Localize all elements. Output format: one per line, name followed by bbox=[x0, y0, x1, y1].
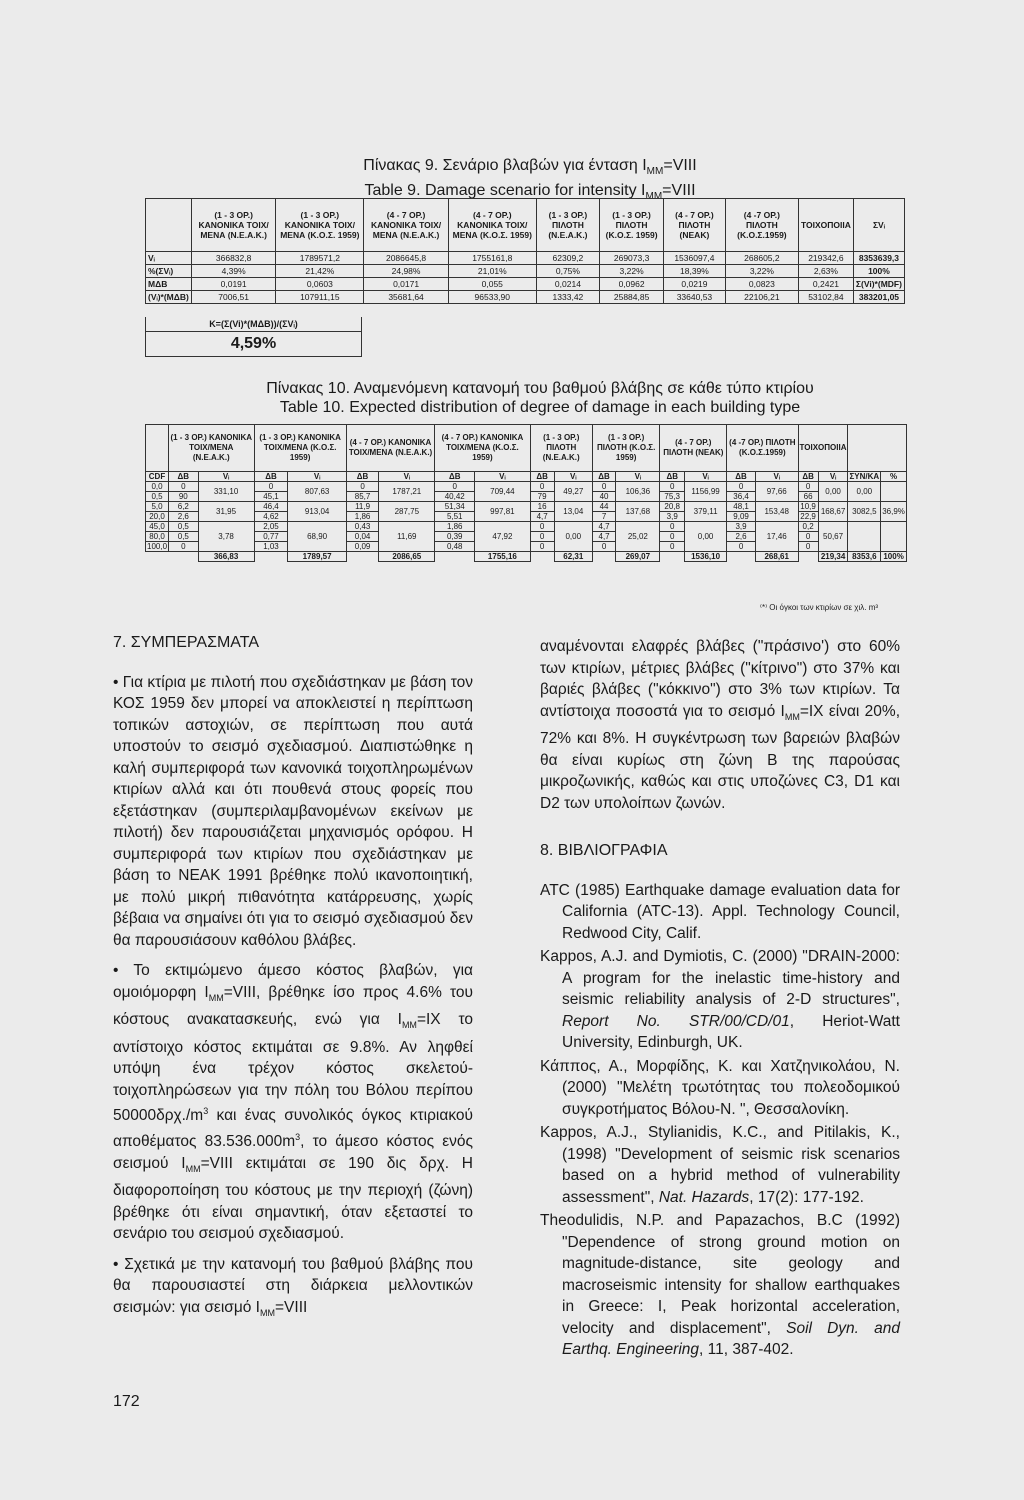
table-cell: 1333,42 bbox=[536, 291, 599, 304]
db-cell: 0,5 bbox=[169, 532, 199, 542]
reference-item: Kappos, A.J., Stylianidis, K.C., and Pitilakis, K., (1998) "Development of seismic risk scenarios based on a hybrid method of vulnerability assessment", Nat. Hazards, 17(2): 177-192. bbox=[540, 1124, 900, 1206]
db-cell: 45,1 bbox=[254, 492, 288, 502]
v-header: Vᵢ bbox=[288, 472, 346, 482]
db-cell: 0 bbox=[798, 542, 818, 552]
column-header: (4 - 7 ΟΡ.) ΠΙΛΟΤΗ (ΝΕΑΚ) bbox=[660, 425, 727, 472]
db-cell: 10,9 bbox=[798, 502, 818, 512]
v-cell: 3,78 bbox=[198, 522, 254, 552]
table-cell: 1755161,8 bbox=[448, 252, 536, 265]
db-cell: 66 bbox=[798, 492, 818, 502]
table10-caption bbox=[170, 379, 910, 417]
db-cell: 0,43 bbox=[346, 522, 379, 532]
v-header: Vᵢ bbox=[616, 472, 660, 482]
db-cell: 0,09 bbox=[346, 542, 379, 552]
db-cell: 3,9 bbox=[660, 512, 685, 522]
table-cell: 366832,8 bbox=[191, 252, 276, 265]
v-cell: 25,02 bbox=[616, 522, 660, 552]
v-header: Vᵢ bbox=[684, 472, 726, 482]
db-cell: 51,34 bbox=[435, 502, 475, 512]
v-header: Vᵢ bbox=[475, 472, 530, 482]
table-cell: 268605,2 bbox=[725, 252, 798, 265]
db-cell: 44 bbox=[592, 502, 615, 512]
bullet-2: • Το εκτιμώμενο άμεσο κόστος βλαβών, για ομοιόμορφη $I_{MM}=VIII$, βρέθηκε ίσο προς 4.6% του κόστους ανακατασκευής, ενώ για $I_{MM}=IX$ το αντίστοιχο κόστος εκτιμάται σε 9.8%. Αν ληφθεί υπόψη ένα τρέχον κόστος σκελετού-τοιχοπληρώσεων για την πόλη του Βόλου περίπου $50000\delta\rho\chi./m^3$ και ένας συνολικός όγκος κτιριακού αποθέματος $83.536.000m^3$, το άμεσο κόστος ενός σεισμού $I_{MM}=VIII$ εκτιμάται σε 190 δις δρχ. Η διαφοροποίηση του κόστους με την περιοχή (ζώνη) βρέθηκε ότι είναι σημαντική, όταν εξεταστεί το σενάριο του σεισμού σχεδιασμού. bbox=[113, 962, 473, 1243]
table-cell: 21,42% bbox=[276, 265, 364, 278]
v-cell: 153,48 bbox=[755, 502, 798, 522]
v-cell: 709,44 bbox=[475, 482, 530, 502]
cdf-cell: 5,0 bbox=[146, 502, 169, 512]
table10-total-row bbox=[146, 552, 907, 562]
db-cell: 0,04 bbox=[346, 532, 379, 542]
row-label: Vᵢ bbox=[146, 252, 192, 265]
blank-cell bbox=[169, 552, 199, 562]
db-cell: 46,4 bbox=[254, 502, 288, 512]
v-cell: 0,00 bbox=[554, 522, 592, 552]
table-cell: 0,0823 bbox=[725, 278, 798, 291]
table-cell: 0,0962 bbox=[600, 278, 664, 291]
db-header: ΔΒ bbox=[169, 472, 199, 482]
table-cell: 24,98% bbox=[364, 265, 449, 278]
column-header: ΣVᵢ bbox=[853, 199, 904, 252]
corner-cell bbox=[848, 425, 907, 472]
pct-header: % bbox=[881, 472, 907, 482]
v-cell: 379,11 bbox=[684, 502, 726, 522]
bullet-1: • Για κτίρια με πιλοτή που σχεδιάστηκαν με βάση τον ΚΟΣ 1959 δεν μπορεί να αποκλειστεί η περίπτωση τοπικών αστοχιών, σε περίπτωση που αυτά υποστούν το σεισμό σχεδιασμού. Διαπιστώθηκε η καλή συμπεριφορά των κανονικά τοιχοπληρωμένων κτιρίων αλλά και ότι πουθενά στους φορείς που εξετάστηκαν (συμπεριλαμβανομένων εκείνων με πιλοτή) δεν παρουσιάζεται μηχανισμός ορόφου. Η συμπεριφορά των κτιρίων που σχεδιάστηκαν με βάση το ΝΕΑΚ 1991 βρέθηκε πολύ ικανοποιητική, με πολύ μικρή πιθανότητα κατάρρευσης, χωρίς βέβαια να σημαίνει ότι για το σεισμό σχεδιασμού δεν θα παρουσιάσουν καθόλου βλάβες. bbox=[113, 673, 473, 949]
k-value: 4,59% bbox=[146, 331, 361, 356]
blank-cell bbox=[435, 552, 475, 562]
cdf-cell: 80,0 bbox=[146, 532, 169, 542]
cdf-cell: 45,0 bbox=[146, 522, 169, 532]
v-cell: 287,75 bbox=[379, 502, 435, 522]
db-cell: 2,05 bbox=[254, 522, 288, 532]
table-cell: 100% bbox=[853, 265, 904, 278]
pct-cell: 36,9% bbox=[881, 502, 907, 522]
v-cell: 0,00 bbox=[818, 482, 848, 502]
db-cell: 79 bbox=[530, 492, 554, 502]
total-cell: 2086,65 bbox=[379, 552, 435, 562]
v-cell: 331,10 bbox=[198, 482, 254, 502]
table-cell: 1789571,2 bbox=[276, 252, 364, 265]
table9 bbox=[145, 198, 905, 304]
db-cell: 1,86 bbox=[346, 512, 379, 522]
db-cell: 85,7 bbox=[346, 492, 379, 502]
db-cell: 4,7 bbox=[530, 512, 554, 522]
blank-cell bbox=[346, 552, 379, 562]
total-cell: 219,34 bbox=[818, 552, 848, 562]
db-cell: 0 bbox=[727, 542, 756, 552]
total-cell: 62,31 bbox=[554, 552, 592, 562]
db-cell: 0 bbox=[660, 532, 685, 542]
v-cell: 807,63 bbox=[288, 482, 346, 502]
v-cell: 0,00 bbox=[684, 522, 726, 552]
table9-row bbox=[146, 252, 905, 265]
column-header: (1 - 3 ΟΡ.) ΠΙΛΟΤΗ (Ν.Ε.Α.Κ.) bbox=[530, 425, 592, 472]
db-header: ΔΒ bbox=[435, 472, 475, 482]
table-cell: 2,63% bbox=[798, 265, 853, 278]
corner-cell bbox=[146, 425, 169, 472]
column-header: (4 - 7 ΟΡ.) ΠΙΛΟΤΗ (ΝΕΑΚ) bbox=[664, 199, 726, 252]
db-cell: 0 bbox=[592, 482, 615, 492]
db-cell: 20,8 bbox=[660, 502, 685, 512]
cdf-cell: 0,5 bbox=[146, 492, 169, 502]
table9-header-row bbox=[146, 199, 905, 252]
total-cell: 1789,57 bbox=[288, 552, 346, 562]
db-cell: 0 bbox=[530, 482, 554, 492]
blank-cell bbox=[146, 552, 169, 562]
db-cell: 0 bbox=[660, 482, 685, 492]
cdf-cell: 20,0 bbox=[146, 512, 169, 522]
bullet-3: • Σχετικά με την κατανομή του βαθμού βλάβης που θα παρουσιαστεί στη διάρκεια μελλοντικών σεισμών: για σεισμό $I_{MM}=VIII$ bbox=[113, 1255, 473, 1318]
table-cell: 0,0603 bbox=[276, 278, 364, 291]
table-cell: 0,0191 bbox=[191, 278, 276, 291]
db-cell: 0,77 bbox=[254, 532, 288, 542]
table-cell: 383201,05 bbox=[853, 291, 904, 304]
table-cell: 22106,21 bbox=[725, 291, 798, 304]
table10-title-en: Table 10. Expected distribution of degree of damage in each building type bbox=[279, 399, 801, 416]
blank-cell bbox=[530, 552, 554, 562]
v-cell: 17,46 bbox=[755, 522, 798, 552]
row-label: (Vᵢ)*(ΜΔΒ) bbox=[146, 291, 192, 304]
total-cell: 269,07 bbox=[616, 552, 660, 562]
table-cell: 53102,84 bbox=[798, 291, 853, 304]
v-cell: 11,69 bbox=[379, 522, 435, 552]
db-header: ΔΒ bbox=[727, 472, 756, 482]
grand-total: 8353,6 bbox=[848, 552, 881, 562]
right-column bbox=[540, 636, 900, 1363]
right-paragraph: αναμένονται ελαφρές βλάβες ("πράσινο') στο 60% των κτιρίων, μέτριες βλάβες ("κίτρινο") στο 37% και βαριές βλάβες ("κόκκινο") στο 3% των κτιρίων. Τα αντίστοιχα ποσοστά για το σεισμό $I_{MM}=IX$ είναι 20%, 72% και 8%. Η συγκέντρωση των βαρειών βλαβών θα είναι κυρίως στη ζώνη Β της παρούσας μικροζωνικής, καθώς και στις υποζώνες C3, D1 και D2 των υπολοίπων ζωνών. bbox=[540, 638, 900, 812]
column-header: ΤΟΙΧΟΠΟΙΙΑ bbox=[798, 425, 848, 472]
db-cell: 0 bbox=[592, 542, 615, 552]
blank-cell bbox=[798, 552, 818, 562]
db-cell: 2,6 bbox=[727, 532, 756, 542]
db-cell: 48,1 bbox=[727, 502, 756, 512]
v-header: Vᵢ bbox=[755, 472, 798, 482]
db-cell: 0,39 bbox=[435, 532, 475, 542]
table9-title-gr: Πίνακας 9. Σενάριο βλαβών για ένταση $I_{MM}=VIII$ bbox=[363, 157, 697, 178]
db-header: ΔΒ bbox=[798, 472, 818, 482]
db-cell: 40 bbox=[592, 492, 615, 502]
db-cell: 4,7 bbox=[592, 532, 615, 542]
table9-row bbox=[146, 291, 905, 304]
pct-cell bbox=[881, 482, 907, 502]
table-cell: 1536097,4 bbox=[664, 252, 726, 265]
table-cell: 96533,90 bbox=[448, 291, 536, 304]
table-cell: 3,22% bbox=[725, 265, 798, 278]
column-header: (4 - 7 ΟΡ.) ΚΑΝΟΝΙΚΑ ΤΟΙΧ/ΜΕΝΑ (Κ.Ο.Σ. 1959) bbox=[435, 425, 530, 472]
reference-item: Theodulidis, N.P. and Papazachos, B.C (1992) "Dependence of strong ground motion on magnitude-distance, site geology and macroseismic intensity for shallow earthquakes in Greece: I, Peak horizontal acceleration, velocity and displacement", Soil Dyn. and Earthq. Engineering, 11, 387-402. bbox=[540, 1212, 900, 1359]
row-label: ΜΔΒ bbox=[146, 278, 192, 291]
table10-footnote: ⁽*⁾ Οι όγκοι των κτιρίων σε χιλ. m³ bbox=[760, 603, 879, 612]
table-cell: 269073,3 bbox=[600, 252, 664, 265]
table-cell: 0,0171 bbox=[364, 278, 449, 291]
table10-row bbox=[146, 482, 907, 492]
db-cell: 0 bbox=[798, 532, 818, 542]
sum-cell: 0,00 bbox=[848, 482, 881, 502]
total-cell: 1755,16 bbox=[475, 552, 530, 562]
total-cell: 366,83 bbox=[198, 552, 254, 562]
db-cell: 0 bbox=[530, 522, 554, 532]
column-header: (4 -7 ΟΡ.) ΠΙΛΟΤΗ (Κ.Ο.Σ.1959) bbox=[727, 425, 798, 472]
column-header: (4 -7 ΟΡ.) ΠΙΛΟΤΗ (Κ.Ο.Σ.1959) bbox=[725, 199, 798, 252]
table10-subheader-row bbox=[146, 472, 907, 482]
table-cell: 62309,2 bbox=[536, 252, 599, 265]
db-cell: 0 bbox=[727, 482, 756, 492]
table-cell: 3,22% bbox=[600, 265, 664, 278]
table-cell: 0,0214 bbox=[536, 278, 599, 291]
v-cell: 137,68 bbox=[616, 502, 660, 522]
db-header: ΔΒ bbox=[530, 472, 554, 482]
pct-cell bbox=[881, 522, 907, 552]
db-cell: 0 bbox=[530, 542, 554, 552]
table-cell: 25884,85 bbox=[600, 291, 664, 304]
column-header: (1 - 3 ΟΡ.) ΚΑΝΟΝΙΚΑ ΤΟΙΧ/ΜΕΝΑ (Ν.Ε.Α.Κ.) bbox=[191, 199, 276, 252]
db-header: ΔΒ bbox=[660, 472, 685, 482]
column-header: (4 - 7 ΟΡ.) ΚΑΝΟΝΙΚΑ ΤΟΙΧ/ΜΕΝΑ (Κ.Ο.Σ. 1959) bbox=[448, 199, 536, 252]
table10 bbox=[145, 424, 907, 562]
v-cell: 47,92 bbox=[475, 522, 530, 552]
column-header: (1 - 3 ΟΡ.) ΠΙΛΟΤΗ (Κ.Ο.Σ. 1959) bbox=[592, 425, 660, 472]
v-cell: 50,67 bbox=[818, 522, 848, 552]
db-cell: 16 bbox=[530, 502, 554, 512]
column-header: (1 - 3 ΟΡ.) ΚΑΝΟΝΙΚΑ ΤΟΙΧ/ΜΕΝΑ (Ν.Ε.Α.Κ.) bbox=[169, 425, 254, 472]
db-cell: 4,62 bbox=[254, 512, 288, 522]
v-cell: 168,67 bbox=[818, 502, 848, 522]
column-header: (1 - 3 ΟΡ.) ΚΑΝΟΝΙΚΑ ΤΟΙΧ/ΜΕΝΑ (Κ.Ο.Σ. 1959) bbox=[276, 199, 364, 252]
table-cell: 4,39% bbox=[191, 265, 276, 278]
column-header: (1 - 3 ΟΡ.) ΚΑΝΟΝΙΚΑ ΤΟΙΧ/ΜΕΝΑ (Κ.Ο.Σ. 1959) bbox=[254, 425, 346, 472]
grand-pct: 100% bbox=[881, 552, 907, 562]
v-cell: 1156,99 bbox=[684, 482, 726, 502]
sum-cell: 3082,5 bbox=[848, 502, 881, 522]
reference-item: Κάππος, Α., Μορφίδης, Κ. και Χατζηνικολάου, Ν. (2000) "Μελέτη τρωτότητας του πολεοδομικού συγκροτήματος Βόλου-Ν. ", Θεσσαλονίκη. bbox=[540, 1057, 900, 1118]
table10-row bbox=[146, 502, 907, 512]
v-cell: 49,27 bbox=[554, 482, 592, 502]
sum-cell bbox=[848, 522, 881, 552]
v-header: Vᵢ bbox=[379, 472, 435, 482]
db-cell: 0 bbox=[435, 482, 475, 492]
corner-cell bbox=[146, 199, 192, 252]
v-header: Vᵢ bbox=[198, 472, 254, 482]
page-number: 172 bbox=[113, 1393, 140, 1410]
column-header: (4 - 7 ΟΡ.) ΚΑΝΟΝΙΚΑ ΤΟΙΧ/ΜΕΝΑ (Ν.Ε.Α.Κ.) bbox=[346, 425, 434, 472]
db-cell: 9,09 bbox=[727, 512, 756, 522]
total-cell: 268,61 bbox=[755, 552, 798, 562]
blank-cell bbox=[592, 552, 615, 562]
k-formula: K=(Σ(Vi)*(ΜΔΒ))/(ΣVᵢ) bbox=[209, 319, 298, 329]
db-cell: 75,3 bbox=[660, 492, 685, 502]
conclusions-heading: 7. ΣΥΜΠΕΡΑΣΜΑΤΑ bbox=[113, 634, 260, 651]
v-header: Vᵢ bbox=[554, 472, 592, 482]
table-cell: 8353639,3 bbox=[853, 252, 904, 265]
column-header: ΤΟΙΧΟΠΟΙΙΑ bbox=[798, 199, 853, 252]
db-cell: 40,42 bbox=[435, 492, 475, 502]
db-cell: 36,4 bbox=[727, 492, 756, 502]
db-cell: 1,03 bbox=[254, 542, 288, 552]
table10-title-gr: Πίνακας 10. Αναμενόμενη κατανομή του βαθμού βλάβης σε κάθε τύπο κτιρίου bbox=[266, 380, 814, 397]
table-cell: 107911,15 bbox=[276, 291, 364, 304]
v-cell: 97,66 bbox=[755, 482, 798, 502]
v-cell: 13,04 bbox=[554, 502, 592, 522]
reference-item: Kappos, A.J. and Dymiotis, C. (2000) "DRAIN-2000: A program for the inelastic time-history and seismic reliability analysis of 2-D structures", Report No. STR/00/CD/01, Heriot-Watt University, Edinburgh, UK. bbox=[540, 948, 900, 1052]
db-cell: 0 bbox=[169, 542, 199, 552]
table9-title-en: Table 9. Damage scenario for intensity $I_{MM}=VIII$ bbox=[364, 182, 696, 203]
table-cell: 35681,64 bbox=[364, 291, 449, 304]
table-cell: 0,2421 bbox=[798, 278, 853, 291]
left-column bbox=[113, 622, 473, 1333]
db-cell: 0 bbox=[798, 482, 818, 492]
db-cell: 90 bbox=[169, 492, 199, 502]
blank-cell bbox=[660, 552, 685, 562]
v-cell: 68,90 bbox=[288, 522, 346, 552]
db-cell: 6,2 bbox=[169, 502, 199, 512]
db-header: ΔΒ bbox=[592, 472, 615, 482]
db-cell: 11,9 bbox=[346, 502, 379, 512]
blank-cell bbox=[727, 552, 756, 562]
sum-header: ΣΥΝ/ΚΑ bbox=[849, 472, 880, 481]
references-list bbox=[540, 880, 900, 1361]
table-cell: 0,0219 bbox=[664, 278, 726, 291]
column-header: (1 - 3 ΟΡ.) ΠΙΛΟΤΗ (Ν.Ε.Α.Κ.) bbox=[536, 199, 599, 252]
reference-item: ATC (1985) Earthquake damage evaluation data for California (ATC-13). Appl. Technology Council, Redwood City, Calif. bbox=[540, 881, 900, 942]
db-cell: 0 bbox=[169, 482, 199, 492]
table-cell: 33640,53 bbox=[664, 291, 726, 304]
db-cell: 2,6 bbox=[169, 512, 199, 522]
db-cell: 0,5 bbox=[169, 522, 199, 532]
references-heading: 8. ΒΙΒΛΙΟΓΡΑΦΙΑ bbox=[540, 842, 668, 860]
db-cell: 0,2 bbox=[798, 522, 818, 532]
v-cell: 106,36 bbox=[616, 482, 660, 502]
table-cell: 21,01% bbox=[448, 265, 536, 278]
db-cell: 0 bbox=[660, 522, 685, 532]
table-cell: 18,39% bbox=[664, 265, 726, 278]
table-cell: 7006,51 bbox=[191, 291, 276, 304]
table10-header-row bbox=[146, 425, 907, 472]
blank-cell bbox=[254, 552, 288, 562]
table10-row bbox=[146, 522, 907, 532]
row-label: %(ΣVᵢ) bbox=[146, 265, 192, 278]
db-cell: 0 bbox=[346, 482, 379, 492]
table9-row bbox=[146, 278, 905, 291]
k-box bbox=[145, 317, 362, 357]
db-cell: 3,9 bbox=[727, 522, 756, 532]
table-cell: Σ(Vi)*(MDF) bbox=[853, 278, 904, 291]
db-cell: 5,51 bbox=[435, 512, 475, 522]
db-cell: 0,48 bbox=[435, 542, 475, 552]
db-cell: 4,7 bbox=[592, 522, 615, 532]
db-header: ΔΒ bbox=[346, 472, 379, 482]
table9-row bbox=[146, 265, 905, 278]
db-cell: 0 bbox=[254, 482, 288, 492]
table-cell: 219342,6 bbox=[798, 252, 853, 265]
db-cell: 7 bbox=[592, 512, 615, 522]
cdf-cell: 0,0 bbox=[146, 482, 169, 492]
total-cell: 1536,10 bbox=[684, 552, 726, 562]
table-cell: 0,75% bbox=[536, 265, 599, 278]
v-header: Vᵢ bbox=[818, 472, 848, 482]
table-cell: 2086645,8 bbox=[364, 252, 449, 265]
db-cell: 0 bbox=[530, 532, 554, 542]
cdf-cell: 100,0 bbox=[147, 542, 168, 551]
cdf-header: CDF bbox=[146, 472, 169, 482]
v-cell: 1787,21 bbox=[379, 482, 435, 502]
v-cell: 31,95 bbox=[198, 502, 254, 522]
db-cell: 0 bbox=[660, 542, 685, 552]
db-cell: 1,86 bbox=[435, 522, 475, 532]
v-cell: 997,81 bbox=[475, 502, 530, 522]
column-header: (4 - 7 ΟΡ.) ΚΑΝΟΝΙΚΑ ΤΟΙΧ/ΜΕΝΑ (Ν.Ε.Α.Κ.) bbox=[364, 199, 449, 252]
table-cell: 0,055 bbox=[448, 278, 536, 291]
column-header: (1 - 3 ΟΡ.) ΠΙΛΟΤΗ (Κ.Ο.Σ. 1959) bbox=[600, 199, 664, 252]
db-cell: 22,9 bbox=[798, 512, 818, 522]
v-cell: 913,04 bbox=[288, 502, 346, 522]
db-header: ΔΒ bbox=[254, 472, 288, 482]
